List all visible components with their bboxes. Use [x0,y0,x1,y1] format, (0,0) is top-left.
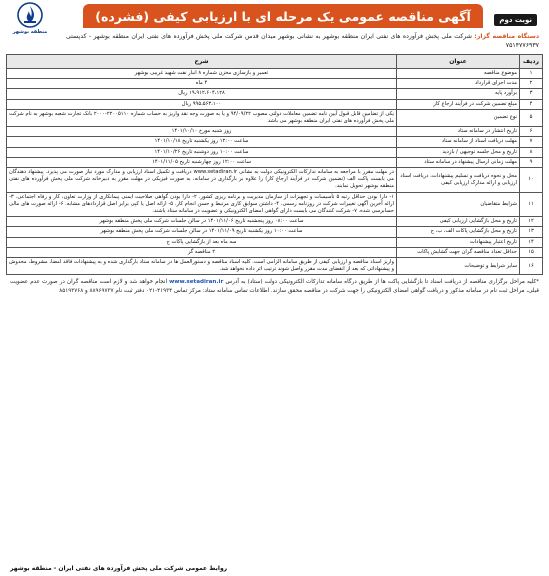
table-row [7,247,543,257]
logo-caption: منطقه بوشهر [12,29,48,35]
row-desc: ۱۹،۹۱۲،۶۰۴،۱۲۸ ریال [7,89,397,99]
row-desc: ساعت ۱۲:۰۰ روز چهارشنبه تاریخ ۱۴۰۱/۱۱/۰۵ [7,157,397,167]
row-num: ۱۲ [520,217,543,227]
row-desc: ۹۹۵،۵۶۳،۱۰۰ ریال [7,99,397,109]
row-desc: ساعت ۱۰:۰۰ روز دوشنبه تاریخ ۱۴۰۱/۱۰/۲۶ [7,147,397,157]
row-num: ۶ [520,127,543,137]
row-desc: یکی از تضامین قابل قبول آیین نامه تضمین معاملات دولتی مصوب ۹۴/۰۹/۲۲ و یا به صورت وجه نقد واریز به حساب شماره ۲۲۰۰۵۱۱۰-۲۰۰۰ بانک تجارت شعبه بوشهر به نام شرکت ملی پخش فرآورده های نفتی ایران منطقه بوشهر می باشد [7,109,397,126]
intro-label: دستگاه مناقصه گزار: [474,33,539,40]
row-title: مبلغ تضمین شرکت در فرآیند ارجاع کار [397,99,520,109]
table-row [7,157,543,167]
row-title: مدت اجرای قرارداد [397,79,520,89]
row-num: ۱۱ [520,192,543,217]
row-num: ۱۰ [520,168,543,193]
intro-text: شرکت ملی پخش فرآورده های نفتی ایران منطقه بوشهر به نشانی بوشهر میدان قدس شرکت ملی پخش فرآورده های نفتی ایران منطقه بوشهر - کدپستی ۷۵۱۴۷۷۶۹۳۷ [66,33,539,49]
row-title: تاریخ و محل جلسه توجیهی / بازدید [397,147,520,157]
table-row [7,109,543,126]
row-num: ۱ [520,69,543,79]
row-desc: واریز اسناد مناقصه و ارزیابی کیفی از طریق سامانه الزامی است. کلیه اسناد مناقصه و دستورالعمل ها در سامانه ستاد بارگذاری شده و به پیشنهادات فاقد امضا، مشروط، مخدوش و پیشنهاداتی که بعد از انقضای مدت مقرر واصل شوند ترتیب اثر داده نخواهد شد. [7,258,397,275]
row-desc: سه ماه بعد از بازگشایی پاکات ج [7,237,397,247]
table-row [7,79,543,89]
table-row [7,258,543,275]
table-row [7,227,543,237]
row-title: تاریخ اعتبار پیشنهادات [397,237,520,247]
row-title: حداقل تعداد مناقصه گران جهت گشایش پاکات [397,247,520,257]
header-desc: شرح [7,55,397,69]
table-row [7,89,543,99]
row-title: نوع تضمین [397,109,520,126]
row-desc: ۴ ماه [7,79,397,89]
footer-text-2: انجام خواهد شد و لازم است مناقصه گران در صورت عدم عضویت قبلی، مراحل ثبت نام در سامانه مذکور و دریافت گواهی امضای الکترونیکی را جهت شرکت در مناقصه محقق سازند. اطلاعات تماس سامانه ستاد: مرکز تماس ۴۱۹۳۴-۰۲۱ دفتر ثبت نام ۸۸۹۶۹۷۳۷ و ۸۵۱۹۳۷۶۸ [10,279,539,294]
table-row [7,69,543,79]
row-title: برآورد پایه [397,89,520,99]
round-badge: نوبت دوم [494,14,537,26]
row-title: مهلت دریافت اسناد از سامانه ستاد [397,137,520,147]
table-row [7,168,543,193]
row-desc: روز شنبه مورخ ۱۴۰۱/۱۰/۱۰ [7,127,397,137]
row-desc: ساعت ۰۸:۰۰ روز پنجشنبه تاریخ ۱۴۰۱/۱۱/۰۶ در سالن جلسات شرکت ملی پخش منطقه بوشهر [7,217,397,227]
company-logo [4,2,56,48]
row-num: ۱۴ [520,237,543,247]
header [6,2,543,30]
tender-table [6,54,543,275]
row-num: ۱۵ [520,247,543,257]
footer-text: *کلیه مراحل برگزاری مناقصه از دریافت اسناد تا بازگشایی پاکت ها از طریق درگاه سامانه تدارکات الکترونیکی دولت (ستاد) به آدرس [225,279,540,286]
row-desc: تعمیر و بازسازی مخزن شماره ۸ انبار نفت شهید غریبی بوشهر [7,69,397,79]
table-row [7,99,543,109]
row-num: ۲ [520,79,543,89]
row-num: ۴ [520,99,543,109]
flame-icon [17,2,43,28]
setadiran-link[interactable]: www.setadiran.ir [169,279,224,286]
row-desc: ۱- دارا بودن حداقل رتبه ۵ تأسیسات و تجهیزات از سازمان مدیریت و برنامه ریزی کشور. ۲- دارا بودن گواهی صلاحیت ایمنی پیمانکاری از وزارت تعاون، کار و رفاه اجتماعی. ۳- ارائه آخرین آگهی تغییرات شرکت در روزنامه رسمی. ۴- داشتن سوابق کاری مرتبط و حسن انجام کار. ۵- ارائه اصل یا کپی برابر اصل قراردادهای مشابه. ۶- ارائه صورت های مالی حسابرسی شده. ۷- شرکت کنندگان می بایست دارای گواهی امضای الکترونیکی و عضویت در سامانه ستاد باشند. [7,192,397,217]
row-num: ۵ [520,109,543,126]
row-desc: در مهلت مقرر با مراجعه به سامانه تدارکات الکترونیکی دولت به نشانی www.setadiran.ir دریافت و تکمیل اسناد ارزیابی و مدارک مورد نیاز صورت می پذیرد. پیشنهاد دهندگان می بایست پاکت الف (تضمین شرکت در فرآیند ارجاع کار) را علاوه بر بارگذاری در سامانه، به صورت فیزیکی در مهلت مقرر به دبیرخانه شرکت ملی پخش فرآورده های نفتی منطقه بوشهر تحویل نمایند. [7,168,397,193]
table-row [7,147,543,157]
row-desc: ۲ مناقصه گر [7,247,397,257]
row-title: سایر شرایط و توضیحات [397,258,520,275]
header-num: ردیف [520,55,543,69]
row-title: شرایط متقاضیان [397,192,520,217]
table-row [7,127,543,137]
row-num: ۷ [520,137,543,147]
row-title: تاریخ و محل بازگشایی ارزیابی کیفی [397,217,520,227]
public-relations-signature: روابط عمومی شرکت ملی پخش فرآورده های نفتی ایران - منطقه بوشهر [10,565,228,572]
table-row [7,237,543,247]
row-num: ۸ [520,147,543,157]
row-num: ۹ [520,157,543,167]
intro-paragraph [6,30,543,52]
row-title: مهلت زمانی ارسال پیشنهاد در سامانه ستاد [397,157,520,167]
row-title: محل و نحوه دریافت و تسلیم پیشنهادات، دریافت اسناد ارزیابی و ارائه مدارک ارزیابی کیفی [397,168,520,193]
table-row [7,192,543,217]
row-num: ۱۳ [520,227,543,237]
header-title: عنوان [397,55,520,69]
row-title: موضوع مناقصه [397,69,520,79]
row-title: تاریخ و محل بازگشایی پاکات الف، ب، ج [397,227,520,237]
notice-title: آگهی مناقصه عمومی یک مرحله ای با ارزیابی کیفی (فشرده) [83,4,483,28]
row-title: تاریخ انتشار در سامانه ستاد [397,127,520,137]
row-num: ۱۶ [520,258,543,275]
table-header-row [7,55,543,69]
row-desc: ساعت ۱۲:۰۰ روز یکشنبه تاریخ ۱۴۰۱/۱۰/۱۸ [7,137,397,147]
table-row [7,137,543,147]
row-desc: ساعت ۱۰:۰۰ روز یکشنبه تاریخ ۱۴۰۱/۱۱/۰۹ در سالن جلسات شرکت ملی پخش منطقه بوشهر [7,227,397,237]
table-row [7,217,543,227]
footer-paragraph [6,275,543,295]
row-num: ۳ [520,89,543,99]
